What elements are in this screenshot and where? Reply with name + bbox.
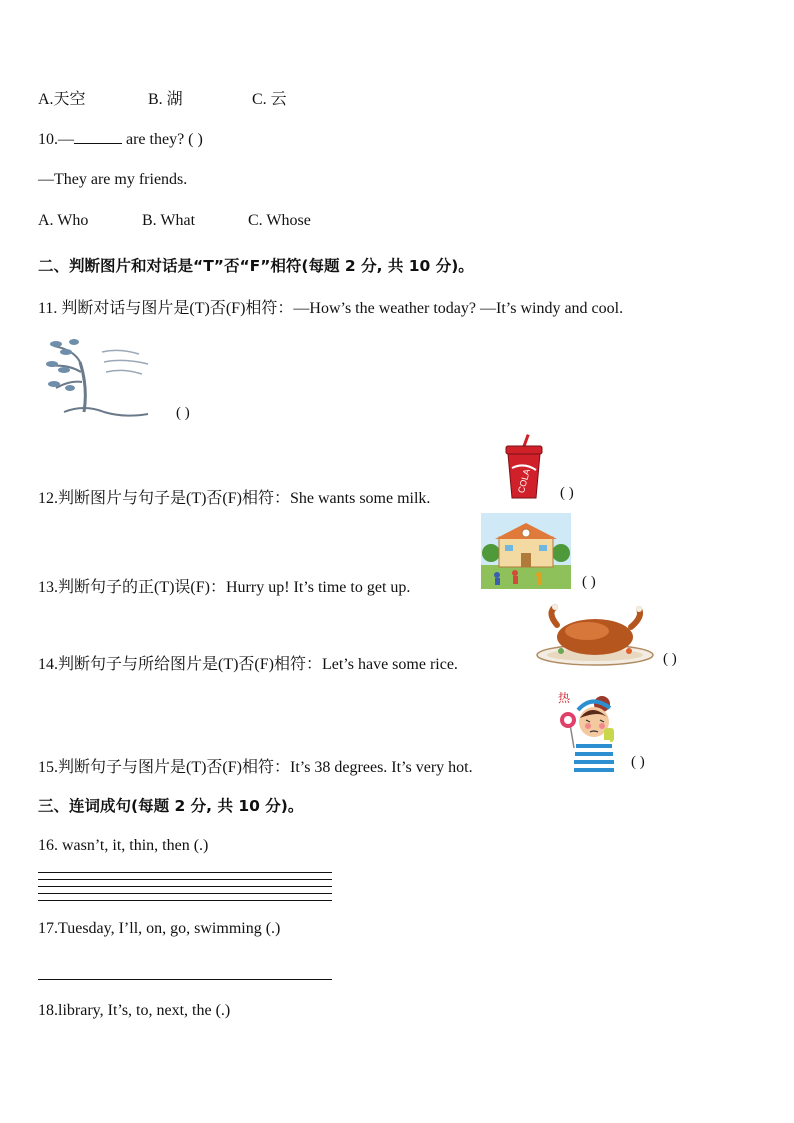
q16-text: 16. wasn’t, it, thin, then (.): [38, 837, 209, 854]
q16-answer-line-3[interactable]: [38, 886, 332, 887]
windy-tree-icon: [44, 332, 154, 418]
roast-turkey-icon: [535, 603, 655, 667]
section3-heading: 三、连词成句(每题 2 分, 共 10 分)。: [38, 797, 304, 815]
cola-label: COLA: [515, 467, 533, 495]
q17-text: 17.Tuesday, I’ll, on, go, swimming (.): [38, 920, 281, 937]
q10-blank[interactable]: [74, 129, 122, 144]
q12-text: 12.判断图片与句子是(T)否(F)相符：She wants some milk.: [38, 490, 431, 507]
hot-character: 热: [558, 691, 571, 705]
q12-answer-paren[interactable]: ( ): [560, 485, 574, 501]
hot-girl-icon: [556, 688, 624, 772]
q10-prefix: 10.—: [38, 131, 74, 148]
q10-suffix: are they? ( ): [122, 131, 203, 148]
q10-option-b: B. What: [142, 212, 196, 229]
q13-answer-paren[interactable]: ( ): [582, 574, 596, 590]
q16-answer-line-2[interactable]: [38, 879, 332, 880]
q16-answer-line-4[interactable]: [38, 893, 332, 894]
q9-option-c: C. 云: [252, 91, 287, 108]
q11-answer-paren[interactable]: ( ): [176, 405, 190, 421]
q9-option-a: A.天空: [38, 91, 86, 108]
q17-answer-line[interactable]: [38, 979, 332, 980]
q15-text: 15.判断句子与图片是(T)否(F)相符：It’s 38 degrees. It’s very hot.: [38, 759, 473, 776]
q15-answer-paren[interactable]: ( ): [631, 754, 645, 770]
school-icon: [481, 513, 571, 589]
q16-answer-line-1[interactable]: [38, 872, 332, 873]
q10-option-c: C. Whose: [248, 212, 311, 229]
q10-option-a: A. Who: [38, 212, 89, 229]
q16-answer-line-5[interactable]: [38, 900, 332, 901]
q9-option-b: B. 湖: [148, 91, 183, 108]
q10-question: [38, 129, 203, 149]
q13-text: 13.判断句子的正(T)误(F)：Hurry up! It’s time to get up.: [38, 579, 411, 596]
cola-cup-icon: [502, 434, 546, 500]
q18-text: 18.library, It’s, to, next, the (.): [38, 1002, 231, 1019]
q11-text: 11. 判断对话与图片是(T)否(F)相符：—How’s the weather today? —It’s windy and cool.: [38, 300, 624, 317]
section2-heading: 二、判断图片和对话是“T”否“F”相符(每题 2 分, 共 10 分)。: [38, 257, 474, 275]
q10-answer-line: —They are my friends.: [38, 171, 188, 188]
q14-text: 14.判断句子与所给图片是(T)否(F)相符：Let’s have some rice.: [38, 656, 458, 673]
q14-answer-paren[interactable]: ( ): [663, 651, 677, 667]
